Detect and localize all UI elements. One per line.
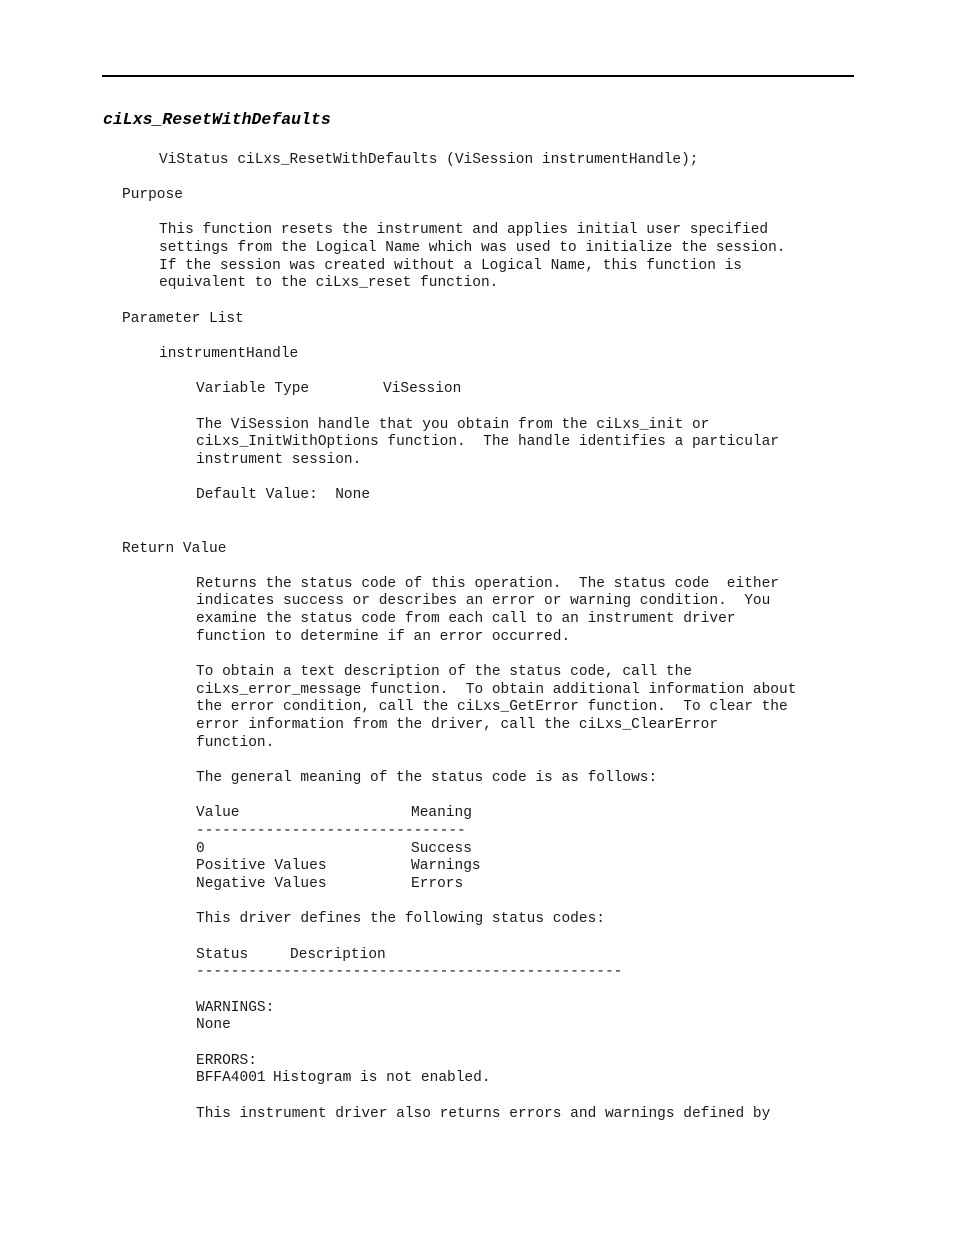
return-para1-line: examine the status code from each call to an instrument driver xyxy=(196,611,736,627)
return-para2-line: the error condition, call the ciLxs_GetError function. To clear the xyxy=(196,699,788,715)
return-para1-line: indicates success or describes an error or warning condition. You xyxy=(196,593,771,609)
return-para2-line: ciLxs_error_message function. To obtain additional information about xyxy=(196,682,797,698)
function-title: ciLxs_ResetWithDefaults xyxy=(103,110,331,129)
purpose-line: If the session was created without a Logical Name, this function is xyxy=(159,258,742,274)
error-description: Histogram is not enabled. xyxy=(273,1070,491,1086)
meaning-table-header-value: Value xyxy=(196,805,240,821)
meaning-table-cell: Errors xyxy=(411,876,464,892)
meaning-table-cell: Warnings xyxy=(411,858,481,874)
return-para2-line: function. xyxy=(196,735,275,751)
purpose-heading: Purpose xyxy=(122,187,183,203)
status-table-separator: ------------------------------------------------- xyxy=(196,964,623,980)
return-para2-line: error information from the driver, call the ciLxs_ClearError xyxy=(196,717,719,733)
errors-label: ERRORS: xyxy=(196,1053,257,1069)
parameter-list-heading: Parameter List xyxy=(122,311,244,327)
default-value: Default Value: None xyxy=(196,487,371,503)
purpose-line: equivalent to the ciLxs_reset function. xyxy=(159,275,499,291)
error-code: BFFA4001 xyxy=(196,1070,266,1086)
meaning-table-cell: Positive Values xyxy=(196,858,327,874)
purpose-line: settings from the Logical Name which was used to initialize the session. xyxy=(159,240,786,256)
closing-line: This instrument driver also returns errors and warnings defined by xyxy=(196,1106,771,1122)
warnings-value: None xyxy=(196,1017,231,1033)
status-table-header-description: Description xyxy=(290,947,386,963)
return-para1-line: function to determine if an error occurred. xyxy=(196,629,571,645)
return-value-heading: Return Value xyxy=(122,541,227,557)
warnings-label: WARNINGS: xyxy=(196,1000,275,1016)
meaning-table-cell: Negative Values xyxy=(196,876,327,892)
return-para1-line: Returns the status code of this operation. The status code either xyxy=(196,576,779,592)
header-rule xyxy=(102,75,854,77)
purpose-line: This function resets the instrument and applies initial user specified xyxy=(159,222,769,238)
status-table-header-status: Status xyxy=(196,947,249,963)
general-meaning-text: The general meaning of the status code is as follows: xyxy=(196,770,658,786)
parameter-description-line: The ViSession handle that you obtain from the ciLxs_init or xyxy=(196,417,710,433)
parameter-description-line: ciLxs_InitWithOptions function. The handle identifies a particular xyxy=(196,434,779,450)
variable-type-value: ViSession xyxy=(383,381,462,397)
meaning-table-cell: Success xyxy=(411,841,472,857)
driver-defines-text: This driver defines the following status codes: xyxy=(196,911,605,927)
variable-type-label: Variable Type xyxy=(196,381,310,397)
parameter-description-line: instrument session. xyxy=(196,452,362,468)
parameter-name: instrumentHandle xyxy=(159,346,299,362)
return-para2-line: To obtain a text description of the status code, call the xyxy=(196,664,692,680)
meaning-table-separator: ------------------------------- xyxy=(196,823,466,839)
meaning-table-header-meaning: Meaning xyxy=(411,805,472,821)
meaning-table-cell: 0 xyxy=(196,841,205,857)
function-prototype: ViStatus ciLxs_ResetWithDefaults (ViSession instrumentHandle); xyxy=(159,152,699,168)
